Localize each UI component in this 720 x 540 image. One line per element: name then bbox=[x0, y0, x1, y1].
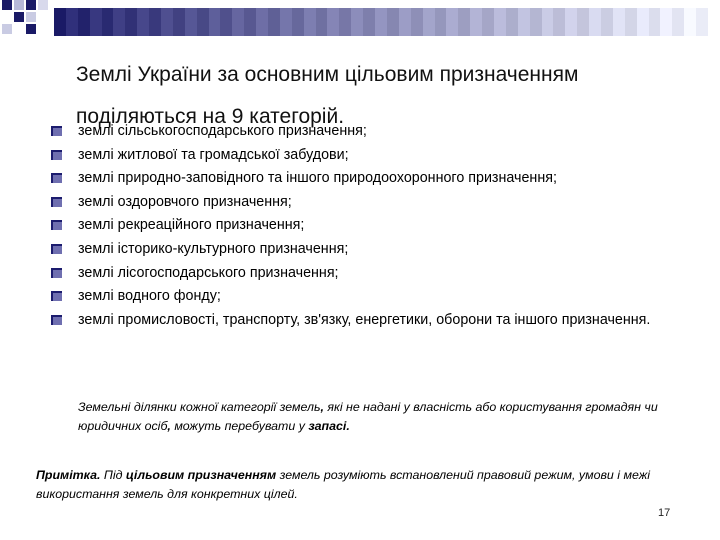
band-cell bbox=[90, 8, 102, 36]
list-item bbox=[46, 240, 656, 258]
band-cell bbox=[530, 8, 542, 36]
footnote-label: Примітка. bbox=[36, 468, 101, 482]
band-cell bbox=[506, 8, 518, 36]
square-bullet-icon bbox=[51, 126, 62, 136]
band-cell bbox=[185, 8, 197, 36]
band-cell bbox=[577, 8, 589, 36]
title-line-2: поділяються на 9 категорій. bbox=[76, 105, 345, 128]
square-bullet-icon bbox=[51, 268, 62, 278]
band-cell bbox=[351, 8, 363, 36]
band-cell bbox=[672, 8, 684, 36]
band-cell bbox=[363, 8, 375, 36]
band-cell bbox=[565, 8, 577, 36]
band-cell bbox=[589, 8, 601, 36]
band-cell bbox=[494, 8, 506, 36]
band-cell bbox=[102, 8, 114, 36]
band-cell bbox=[542, 8, 554, 36]
band-cell bbox=[553, 8, 565, 36]
footnote-bold-term: цільовим призначенням bbox=[125, 468, 277, 482]
band-cell bbox=[411, 8, 423, 36]
footnote-text-2: земель розуміють встановлений правовий режим, умови і межі використання земель для конкретних цілей. bbox=[36, 468, 650, 501]
footnote-text: Під bbox=[100, 468, 126, 482]
band-cell bbox=[482, 8, 494, 36]
list-item bbox=[46, 193, 656, 211]
list-item-text: землі історико-культурного призначення; bbox=[78, 240, 349, 257]
band-cell bbox=[316, 8, 328, 36]
band-cell bbox=[518, 8, 530, 36]
reserve-note-bold-comma: , bbox=[320, 400, 324, 414]
band-cell bbox=[232, 8, 244, 36]
band-cell bbox=[327, 8, 339, 36]
list-item bbox=[46, 216, 656, 234]
list-item-text: землі оздоровчого призначення; bbox=[78, 193, 292, 210]
list-item bbox=[46, 146, 656, 164]
band-cell bbox=[256, 8, 268, 36]
band-cell bbox=[458, 8, 470, 36]
reserve-note-bold-comma-2: , bbox=[167, 419, 171, 433]
band-cell bbox=[149, 8, 161, 36]
list-item bbox=[46, 169, 656, 187]
band-cell bbox=[684, 8, 696, 36]
land-categories-list bbox=[46, 122, 656, 334]
band-cell bbox=[244, 8, 256, 36]
band-cell bbox=[220, 8, 232, 36]
list-item-text: землі лісогосподарського призначення; bbox=[78, 264, 339, 281]
list-item-text: землі природно-заповідного та іншого природоохоронного призначення; bbox=[78, 170, 557, 187]
reserve-note-text-3: можуть перебувати у bbox=[170, 419, 309, 433]
list-item-text: землі сільськогосподарського призначення; bbox=[78, 123, 367, 139]
band-cell bbox=[660, 8, 672, 36]
band-cell bbox=[197, 8, 209, 36]
band-cell bbox=[637, 8, 649, 36]
square-bullet-icon bbox=[51, 197, 62, 207]
square-bullet-icon bbox=[51, 291, 62, 301]
band-cell bbox=[625, 8, 637, 36]
band-cell bbox=[423, 8, 435, 36]
band-cell bbox=[446, 8, 458, 36]
band-cell bbox=[613, 8, 625, 36]
band-cell bbox=[696, 8, 708, 36]
band-cell bbox=[125, 8, 137, 36]
band-cell bbox=[470, 8, 482, 36]
band-cell bbox=[375, 8, 387, 36]
band-cell bbox=[708, 8, 720, 36]
band-cell bbox=[161, 8, 173, 36]
square-bullet-icon bbox=[51, 244, 62, 254]
list-item bbox=[46, 311, 656, 329]
list-item-text: землі промисловості, транспорту, зв'язку, енергетики, оборони та іншого призначення. bbox=[78, 311, 651, 328]
list-item bbox=[46, 287, 656, 305]
reserve-note-text: Земельні ділянки кожної категорії земель bbox=[78, 400, 321, 414]
square-bullet-icon bbox=[51, 220, 62, 230]
list-item bbox=[46, 122, 656, 140]
square-bullet-icon bbox=[51, 173, 62, 183]
band-cell bbox=[173, 8, 185, 36]
square-bullet-icon bbox=[51, 150, 62, 160]
list-item-text: землі рекреаційного призначення; bbox=[78, 217, 305, 234]
band-cell bbox=[435, 8, 447, 36]
band-cell bbox=[78, 8, 90, 36]
reserve-note-bold-word: запасі. bbox=[308, 419, 350, 433]
band-cell bbox=[209, 8, 221, 36]
list-item-text: землі водного фонду; bbox=[78, 288, 221, 305]
corner-checker-decoration bbox=[0, 0, 60, 42]
band-cell bbox=[66, 8, 78, 36]
square-bullet-icon bbox=[51, 315, 62, 325]
band-cell bbox=[601, 8, 613, 36]
footnote bbox=[36, 466, 686, 504]
reserve-land-note bbox=[78, 398, 658, 436]
list-item bbox=[46, 264, 656, 282]
page-number: 17 bbox=[658, 507, 671, 519]
band-cell bbox=[399, 8, 411, 36]
band-cell bbox=[113, 8, 125, 36]
title-line-1: Землі України за основним цільовим призначенням bbox=[76, 63, 579, 86]
band-cell bbox=[280, 8, 292, 36]
list-item-text: землі житлової та громадської забудови; bbox=[78, 146, 349, 163]
band-cell bbox=[137, 8, 149, 36]
band-cell bbox=[54, 8, 66, 36]
band-cell bbox=[304, 8, 316, 36]
band-cell bbox=[292, 8, 304, 36]
band-cell bbox=[649, 8, 661, 36]
reserve-note-text-2: які не надані у власність або користування громадян чи юридичних осіб bbox=[78, 400, 658, 433]
band-cell bbox=[339, 8, 351, 36]
header-gradient-band bbox=[54, 8, 720, 36]
band-cell bbox=[387, 8, 399, 36]
band-cell bbox=[268, 8, 280, 36]
